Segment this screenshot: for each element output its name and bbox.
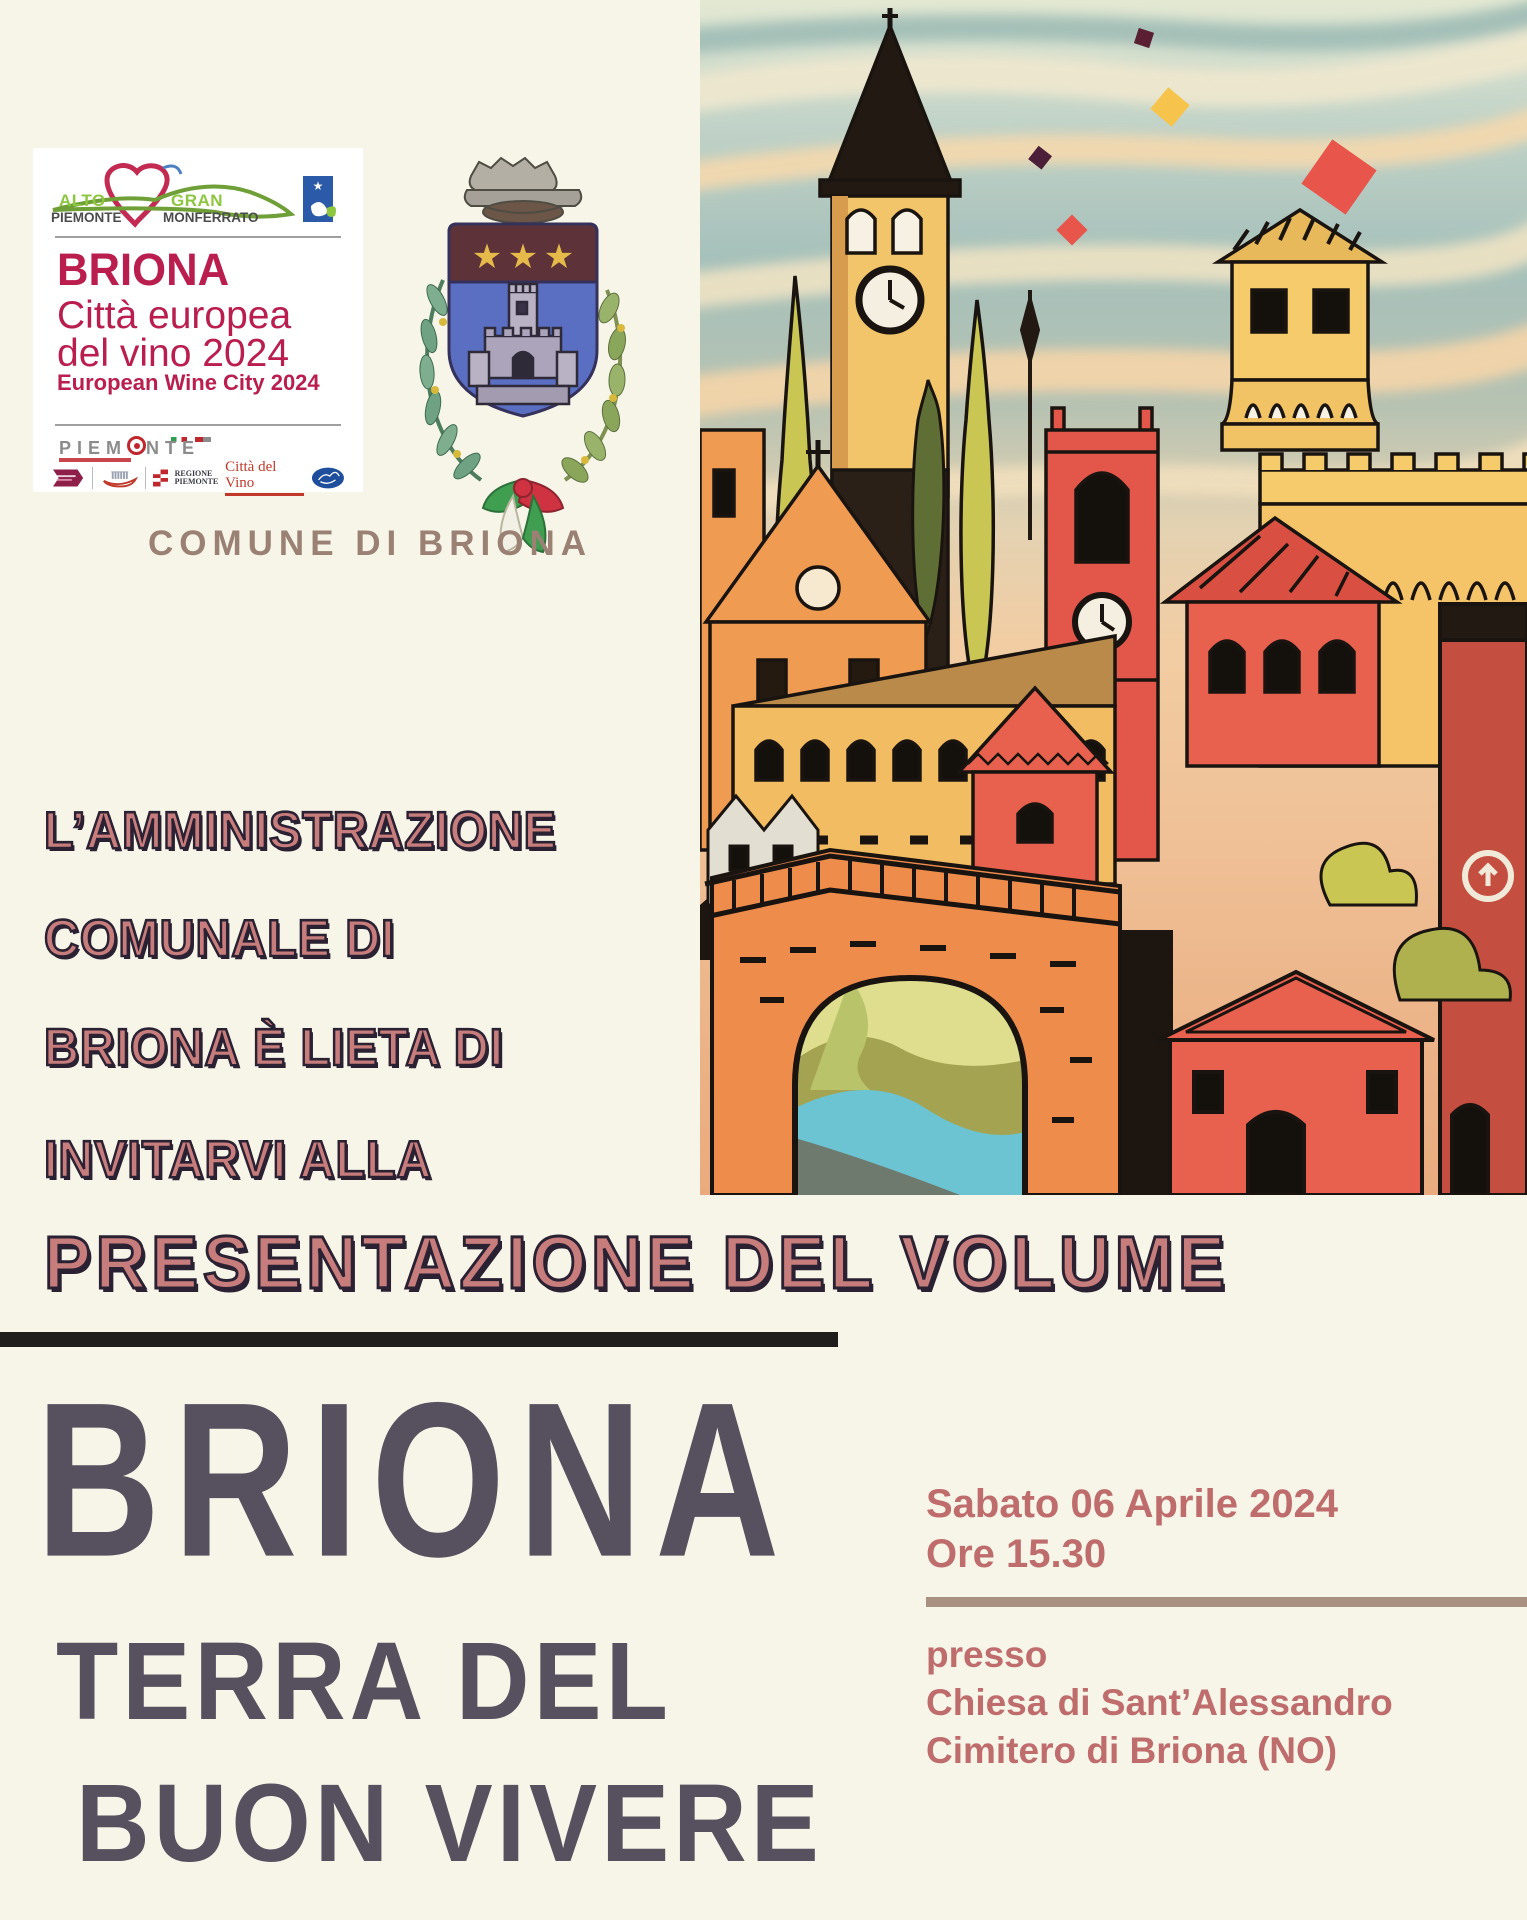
territory-gran: GRAN bbox=[171, 191, 224, 210]
event-venue-intro: presso bbox=[926, 1634, 1048, 1675]
svg-text:★: ★ bbox=[507, 238, 539, 276]
piemonte-wordmark bbox=[59, 436, 200, 459]
piemonte-wordmark-left: PIEM bbox=[59, 438, 128, 458]
book-subtitle-2: BUON VIVERE bbox=[76, 1761, 823, 1885]
regione-piemonte-label bbox=[175, 470, 219, 487]
taupe-divider bbox=[926, 1597, 1527, 1607]
piemonte-tagline-bar bbox=[59, 458, 131, 462]
card-subtitle-en: European Wine City 2024 bbox=[57, 370, 320, 395]
card-divider-bottom bbox=[55, 424, 341, 426]
svg-text:★: ★ bbox=[471, 238, 503, 276]
dark-divider bbox=[0, 1332, 838, 1347]
target-ring-icon bbox=[127, 436, 146, 455]
regione-piemonte-crest-icon bbox=[153, 469, 168, 487]
stone-bridge bbox=[705, 850, 1120, 1195]
svg-text:★: ★ bbox=[312, 179, 324, 193]
card-divider-top bbox=[55, 236, 341, 238]
citta-del-vino-logo: Città del Vino bbox=[225, 460, 304, 496]
invitation-line-5: PRESENTAZIONE DEL VOLUME bbox=[44, 1221, 1230, 1304]
wine-city-card bbox=[33, 148, 363, 492]
piemonte-land-of-wine-ribbon-icon bbox=[53, 467, 85, 489]
event-date: Sabato 06 Aprile 2024 bbox=[926, 1482, 1339, 1526]
event-venue-place: Cimitero di Briona (NO) bbox=[926, 1730, 1338, 1771]
svg-text:★: ★ bbox=[543, 238, 575, 276]
partner-logos-row bbox=[53, 459, 345, 491]
territory-piemonte: PIEMONTE bbox=[51, 210, 122, 225]
invitation-line-4: INVITARVI ALLA bbox=[44, 1131, 433, 1189]
event-venue-name: Chiesa di Sant’Alessandro bbox=[926, 1682, 1393, 1723]
monument-boat-sketch-icon bbox=[100, 467, 138, 489]
piemonte-flags-icon bbox=[171, 429, 217, 434]
municipality-label: COMUNE DI BRIONA bbox=[148, 524, 593, 563]
card-title: BRIONA bbox=[57, 244, 230, 295]
card-subtitle-2: del vino 2024 bbox=[57, 332, 290, 375]
regione-line1: REGIONE bbox=[174, 468, 213, 478]
invitation-line-1: L’AMMINISTRAZIONE bbox=[44, 802, 557, 860]
mural-crown bbox=[465, 158, 582, 223]
shield bbox=[449, 224, 597, 416]
logo-separator bbox=[92, 467, 93, 489]
territory-monferrato: MONFERRATO bbox=[163, 210, 259, 225]
regione-line2: PIEMONTE bbox=[174, 477, 219, 486]
territory-alto: ALTO bbox=[59, 191, 106, 210]
shadow-gap bbox=[1115, 930, 1173, 1195]
book-title: BRIONA bbox=[36, 1357, 793, 1603]
card-subtitle-1: Città europea bbox=[57, 294, 292, 337]
blue-oval-grapes-icon bbox=[311, 466, 345, 490]
logo-separator bbox=[145, 467, 146, 489]
invitation-line-3: BRIONA È LIETA DI bbox=[44, 1019, 505, 1077]
village-illustration bbox=[700, 0, 1527, 1195]
book-subtitle-1: TERRA DEL bbox=[56, 1619, 672, 1743]
invitation-line-2: COMUNALE DI bbox=[44, 910, 396, 968]
blue-star-leaf-flag-icon bbox=[303, 176, 337, 224]
right-dark-tower bbox=[1440, 604, 1527, 1195]
event-time: Ore 15.30 bbox=[926, 1532, 1107, 1576]
briona-coat-of-arms-icon bbox=[385, 140, 661, 576]
piemonte-wordmark-right: NTE bbox=[146, 438, 201, 458]
